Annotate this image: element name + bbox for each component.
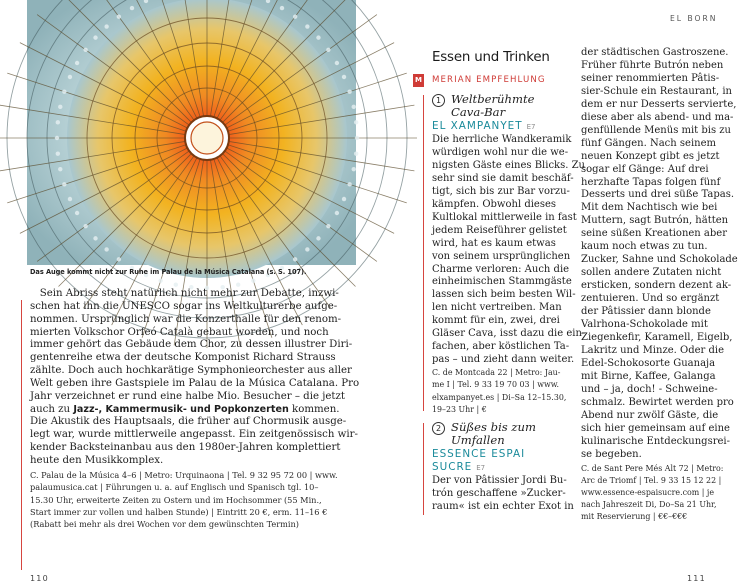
text-line: ersticken, sondern dezent ak- — [581, 280, 732, 292]
stained-glass-skylight-photo-icon — [27, 0, 356, 265]
entry-number-badge: 1 — [432, 94, 445, 107]
text-line: Süßes bis zum — [451, 419, 536, 434]
text-line: Muttern, sagt Butrón, hätten — [581, 215, 729, 227]
text-run: auch zu — [30, 403, 74, 415]
text-line: Valrhona-Schokolade mit — [581, 319, 708, 331]
margin-rule — [21, 300, 22, 570]
text-line: elxampanyet.es | Di–Sa 12–15.30, — [432, 392, 567, 402]
entry-text — [432, 134, 586, 367]
merian-logo-icon: M — [413, 74, 424, 87]
text-line: C. de Montcada 22 | Metro: Jau- — [432, 368, 561, 378]
text-line: Welt geben ihre Gastspiele im Palau de la Música Catalana. Pro — [30, 377, 360, 389]
venue-label: EL XAMPANYET — [432, 120, 523, 132]
text-line: sogar elf Gänge: Auf drei — [581, 163, 709, 175]
text-line: Desserts und drei süße Tapas. — [581, 189, 735, 201]
entry-title — [451, 93, 534, 119]
text-line: sier-Schule ein Restaurant, in — [581, 85, 732, 97]
entry-essence — [432, 421, 572, 514]
merian-recommendation — [415, 75, 572, 85]
restaurant-column — [415, 50, 586, 514]
entry-rule — [423, 423, 424, 515]
text-line: herzhafte Tapas folgen fünf — [581, 176, 721, 188]
text-line: Die Akustik des Hauptsaals, die früher auf Chormusik ausge- — [30, 416, 347, 428]
merian-label: MERIAN EMPFEHLUNG — [432, 75, 546, 85]
text-line: Start immer zur vollen und halben Stunde) | Eintritt 20 €, erm. 11–16 € — [30, 507, 328, 518]
text-line: Früher führte Butrón neben — [581, 59, 724, 71]
text-line: sehr sind sie damit beschäf- — [432, 172, 574, 184]
text-line: schmalz. Bewirtet werden pro — [581, 396, 734, 408]
text-line: immer gehört das Gebäude dem Chor, zu dessen illustrer Diri- — [30, 339, 353, 351]
text-line: Abend nur zwölf Gäste, die — [581, 409, 719, 421]
text-line: Gläser Cava, isst dazu die ein- — [432, 328, 586, 340]
grid-reference: E7 — [526, 123, 536, 131]
text-line: wird, hat es kaum etwas — [432, 237, 556, 249]
venue-info-palau — [30, 469, 358, 531]
essence-info — [581, 463, 724, 524]
text-line: nigsten Gäste eines Blicks. Zu — [432, 159, 585, 171]
text-line: kommt für ein, zwei, drei — [432, 315, 560, 327]
venue-label: SUCRE — [432, 460, 473, 473]
text-line: Ziegenkefir, Karamell, Eigelb, — [581, 331, 733, 343]
entry-title — [451, 421, 536, 447]
text-line: Lakritz und Minze. Oder die — [581, 344, 724, 356]
text-line: jedem Reiseführer gelistet — [432, 224, 567, 236]
text-line: von seinem ursprünglichen — [432, 250, 571, 262]
text-line: einheimischen Stammgäste — [432, 276, 572, 288]
venue-name — [432, 120, 572, 134]
highlight-text: Jazz-, Kammermusik- und Popkonzerten — [73, 403, 289, 415]
text-line: (Rabatt bei mehr als drei Wochen vor dem gewünschten Termin) — [30, 519, 300, 530]
text-run: kommen. — [288, 403, 340, 415]
text-line: 15.30 Uhr, erweiterte Zeiten zu Ostern und im Hochsommer (55 Min., — [30, 494, 322, 505]
page-number-left: 110 — [30, 574, 49, 583]
main-article — [30, 288, 358, 531]
text-line: Der von Pâtissier Jordi Bu- — [432, 474, 567, 486]
text-line: C. Palau de la Música 4–6 | Metro: Urquinaona | Tel. 9 32 95 72 00 | www. — [30, 469, 338, 480]
text-line: palaumusica.cat | Führungen u. a. auf Englisch und Spanisch tgl. 10– — [30, 482, 319, 493]
text-line: der städtischen Gastroszene. — [581, 47, 729, 58]
text-line: neuen Konzept gibt es jetzt — [581, 150, 720, 162]
page-number-right: 111 — [687, 574, 706, 583]
text-line: me I | Tel. 9 33 19 70 03 | www. — [432, 380, 560, 390]
text-line: Edel-Schokosorte Guanaja — [581, 357, 716, 369]
text-line: nach Jahreszeit Di, Do–Sa 21 Uhr, — [581, 500, 717, 510]
text-line: würdigen wohl nur die we- — [432, 146, 569, 158]
text-line: fachen, aber köstlichen Ta- — [432, 341, 570, 353]
text-line: 19–23 Uhr | € — [432, 404, 487, 414]
text-line: Die herrliche Wandkeramik — [432, 134, 572, 145]
text-line: kaum noch etwas zu tun. — [581, 241, 708, 253]
text-line: zählte. Doch auch hochkarätige Symphonieorchester aus aller — [30, 365, 352, 377]
text-line: zentuieren. Und so ergänzt — [581, 293, 720, 305]
article-paragraph — [30, 288, 358, 468]
text-line: Sein Abriss steht natürlich nicht mehr zur Debatte, inzwi- — [30, 288, 339, 299]
grid-reference: E7 — [476, 463, 486, 472]
entry-info — [432, 367, 572, 416]
text-line: mierten Volkschor Orfeó Català gebaut worden, und noch — [30, 326, 329, 338]
text-line — [30, 404, 358, 417]
section-title: Essen und Trinken — [432, 50, 550, 65]
text-line: schen hat ihn die UNESCO sogar ins Weltkulturerbe aufge- — [30, 300, 338, 312]
text-line: legt war, wurde mittlerweile angepasst. Ein zeitgenössisch wir- — [30, 429, 358, 441]
text-line: kender Backsteinanbau aus den 1980er-Jahren komplettiert — [30, 442, 341, 454]
photo-caption: Das Auge kommt nicht zur Ruhe im Palau de la Música Catalana (s. S. 107). — [30, 268, 307, 276]
text-line: heute den Musikkomplex. — [30, 454, 164, 466]
text-line: dem er nur Desserts servierte, — [581, 98, 737, 110]
continued-text — [581, 47, 738, 462]
text-line: seine süßen Kreationen aber — [581, 228, 727, 240]
text-line: diese aber als abend- und ma- — [581, 111, 734, 123]
text-line: nommen. Ursprünglich war die Konzerthalle für den renom- — [30, 313, 342, 325]
text-line: Weltberühmte — [451, 92, 535, 106]
text-line: Cava-Bar — [451, 105, 506, 119]
text-line: sollen andere Zutaten nicht — [581, 267, 722, 279]
entry-rule — [423, 95, 424, 411]
text-line: Arc de Triomf | Tel. 9 33 15 12 22 | — [581, 475, 722, 485]
text-line: mit Reservierung | €€–€€€ — [581, 512, 688, 522]
venue-label-line — [432, 461, 572, 475]
text-line: und – ja, doch! - Schweine- — [581, 383, 718, 395]
text-line: Kultlokal mittlerweile in fast — [432, 211, 577, 223]
entry-text — [432, 475, 572, 514]
text-line: se begeben. — [581, 448, 642, 460]
text-line: seiner renommierten Pâtis- — [581, 72, 720, 84]
running-head: EL BORN — [670, 14, 718, 23]
text-line: C. de Sant Pere Més Alt 72 | Metro: — [581, 463, 724, 473]
text-line: mit Birne, Kaffee, Galanga — [581, 370, 716, 382]
text-line: raum« ist ein echter Exot in — [432, 500, 574, 512]
text-line: sich hier gemeinsam auf eine — [581, 422, 730, 434]
entry-header — [432, 93, 572, 119]
text-line: pas – und zieht dann weiter. — [432, 354, 575, 366]
text-line: len nicht vertreiben. Man — [432, 302, 562, 314]
text-line: Charme verloren: Auch die — [432, 263, 570, 275]
text-line: trón geschaffene »Zucker- — [432, 487, 566, 499]
text-line: Umfallen — [451, 432, 505, 447]
text-line: lassen sich beim besten Wil- — [432, 289, 576, 301]
text-line: Jahr verzeichnet er rund eine halbe Mio. Besucher – die jetzt — [30, 390, 345, 402]
text-line: fünf Gängen. Nach seinem — [581, 137, 716, 149]
text-line: tigt, sich bis zur Bar vorzu- — [432, 185, 570, 197]
text-line: kulinarische Entdeckungsrei- — [581, 435, 730, 447]
text-line: Mit dem Nachtisch wie bei — [581, 202, 718, 214]
venue-label: ESSENCE ESPAI — [432, 447, 526, 460]
entry-header — [432, 421, 572, 447]
venue-name — [432, 448, 572, 475]
text-line: gentenreihe etwa der deutsche Komponist Richard Strauss — [30, 352, 336, 364]
entry-xampanyet — [432, 92, 586, 416]
stained-glass-photo — [27, 0, 356, 265]
entry-number-badge: 2 — [432, 422, 445, 435]
text-line: www.essence-espaisucre.com | je — [581, 487, 715, 497]
text-line: genfüllende Menüs mit bis zu — [581, 124, 731, 136]
text-line: Zucker, Sahne und Schokolade — [581, 254, 738, 266]
continued-column — [581, 47, 738, 524]
text-line: kämpfen. Obwohl dieses — [432, 198, 557, 210]
text-line: der Pâtissier dann blonde — [581, 306, 711, 318]
